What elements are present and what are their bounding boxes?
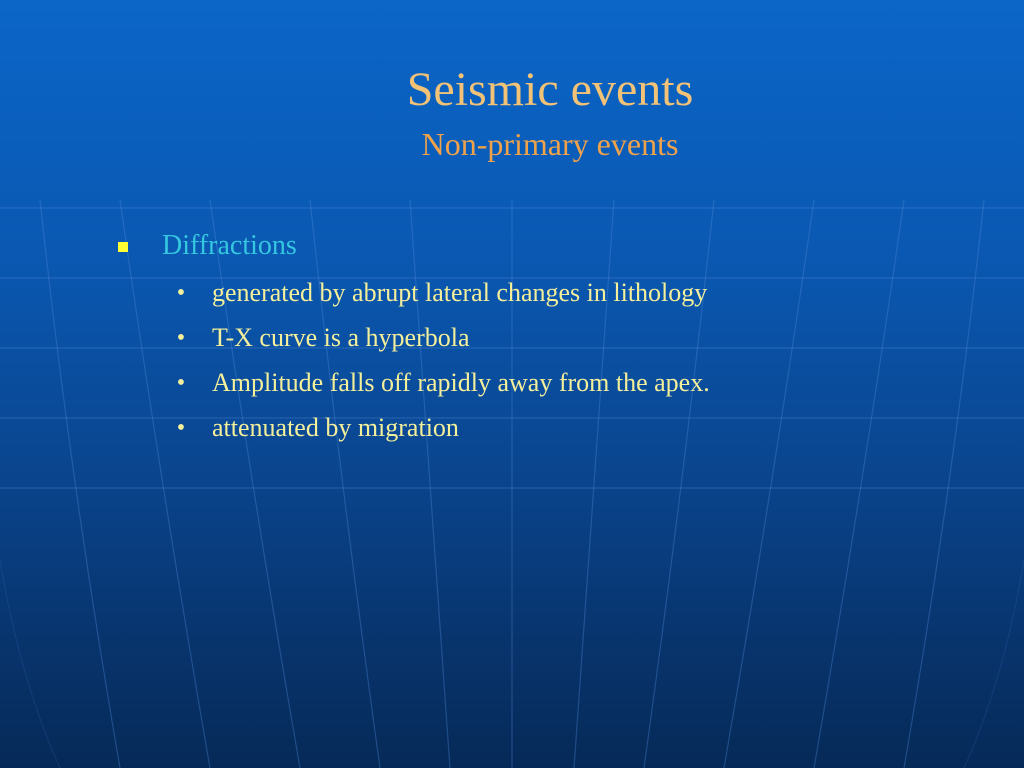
sub-bullet: [176, 366, 710, 400]
slide-title: Seismic events: [406, 63, 694, 116]
sub-bullet-label: generated by abrupt lateral changes in lithology: [212, 278, 708, 307]
grid-longitude-line: [724, 200, 814, 768]
bullet-diffractions: [118, 226, 297, 266]
dot-bullet-icon: •: [176, 369, 186, 396]
sub-bullet-label: Amplitude falls off rapidly away from the apex.: [212, 368, 710, 397]
slide-subtitle: Non-primary events: [421, 126, 679, 162]
sub-bullet-label: attenuated by migration: [212, 413, 459, 442]
grid-longitude-line: [0, 560, 60, 768]
dot-bullet-icon: •: [176, 324, 186, 351]
grid-longitude-line: [814, 200, 904, 768]
grid-longitude-line: [904, 200, 984, 768]
sub-bullet: [176, 411, 459, 445]
bullet-label: Diffractions: [162, 230, 297, 261]
grid-longitude-line: [964, 560, 1024, 768]
sub-bullet: [176, 321, 470, 355]
grid-longitude-line: [40, 200, 120, 768]
sub-bullet: [176, 276, 707, 310]
square-bullet-icon: [118, 242, 128, 252]
sub-bullet-label: T-X curve is a hyperbola: [212, 323, 470, 352]
dot-bullet-icon: •: [176, 414, 186, 441]
dot-bullet-icon: •: [176, 279, 186, 306]
